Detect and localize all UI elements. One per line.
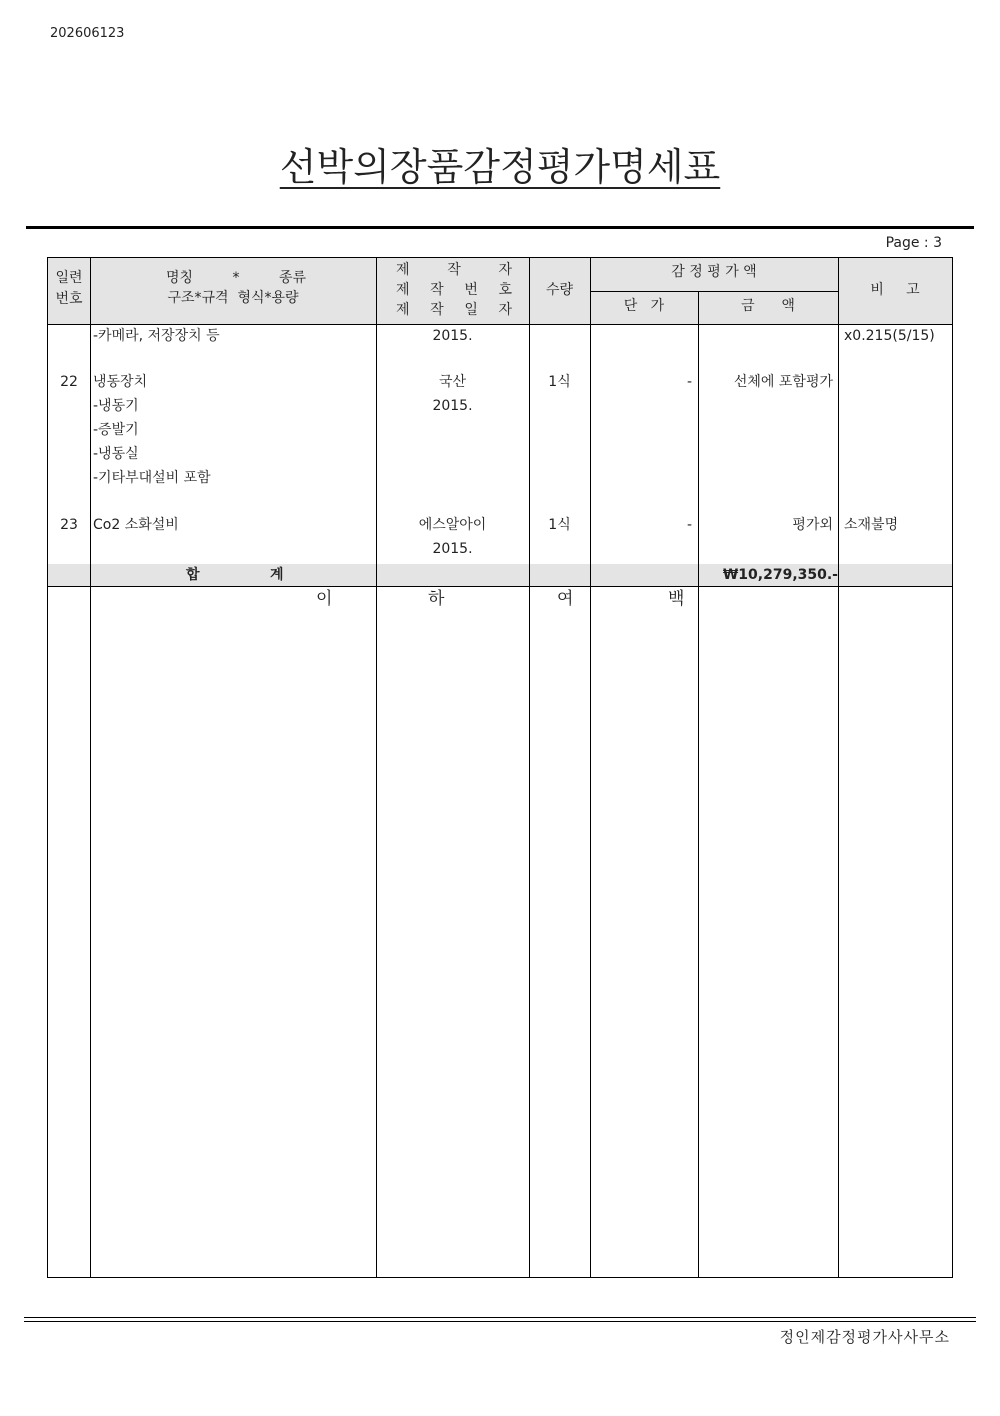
footer-divider — [24, 1317, 976, 1318]
header-maker-date: 제 작 일 자 — [396, 302, 512, 318]
header-remarks: 비 고 — [870, 282, 920, 298]
total-label-2: 계 — [270, 567, 284, 583]
page-title: 선박의장품감정평가명세표 — [279, 145, 721, 189]
row-maker: 국산 — [438, 374, 467, 390]
total-amount: ₩10,279,350.- — [722, 567, 838, 583]
header-quantity: 수량 — [545, 282, 574, 298]
header-maker-number: 제 작 번 호 — [396, 282, 512, 298]
header-maker: 제 작 자 — [396, 262, 512, 278]
header-name-line1: 명칭 * 종류 — [166, 270, 306, 286]
row-remark: x0.215(5/15) — [844, 328, 935, 344]
col-divider — [838, 258, 839, 1277]
footer-divider — [24, 1321, 976, 1322]
row-item-line: -냉동기 — [93, 398, 139, 414]
col-divider — [90, 258, 91, 1277]
row-quantity: 1식 — [548, 517, 571, 533]
row-unit-price: - — [686, 374, 692, 390]
row-item-line: -증발기 — [93, 422, 139, 438]
blank-marker-3: 여 — [557, 589, 574, 609]
office-name: 정인제감정평가사사무소 — [779, 1328, 950, 1346]
header-name-line2: 구조*규격 형식*용량 — [167, 290, 299, 306]
title-divider — [26, 226, 974, 229]
row-item-line: -냉동실 — [93, 446, 139, 462]
row-number: 23 — [60, 517, 78, 533]
row-item-name: Co2 소화설비 — [93, 517, 179, 533]
header-serial: 일련 번호 — [55, 270, 83, 307]
header-divider — [48, 324, 952, 325]
appraisal-subheader-divider — [590, 291, 838, 292]
blank-marker-2: 하 — [428, 589, 445, 609]
total-label-1: 합 — [186, 567, 200, 583]
row-maker-date: 2015. — [432, 541, 473, 557]
col-divider — [529, 258, 530, 1277]
row-maker-date: 2015. — [432, 328, 473, 344]
row-remark: 소재불명 — [844, 517, 899, 533]
document-number: 202606123 — [50, 26, 125, 41]
row-maker: 에스알아이 — [418, 517, 487, 533]
row-number: 22 — [60, 374, 78, 390]
col-divider — [698, 291, 699, 1277]
col-divider — [590, 258, 591, 1277]
blank-marker-1: 이 — [316, 589, 333, 609]
row-unit-price: - — [686, 517, 692, 533]
row-item-line: -카메라, 저장장치 등 — [93, 328, 220, 344]
header-appraisal-value: 감 정 평 가 액 — [671, 264, 757, 280]
row-quantity: 1식 — [548, 374, 571, 390]
row-amount: 평가외 — [792, 517, 833, 533]
row-maker-date: 2015. — [432, 398, 473, 414]
row-amount: 선체에 포함평가 — [733, 374, 833, 390]
header-amount: 금 액 — [741, 298, 795, 314]
row-item-name: 냉동장치 — [93, 374, 148, 390]
row-item-line: -기타부대설비 포함 — [93, 470, 211, 486]
page-number: Page : 3 — [885, 235, 942, 251]
appraisal-table — [47, 257, 953, 1278]
header-unit-price: 단 가 — [623, 298, 665, 314]
blank-marker-4: 백 — [668, 589, 685, 609]
total-row-bottom — [48, 586, 952, 587]
